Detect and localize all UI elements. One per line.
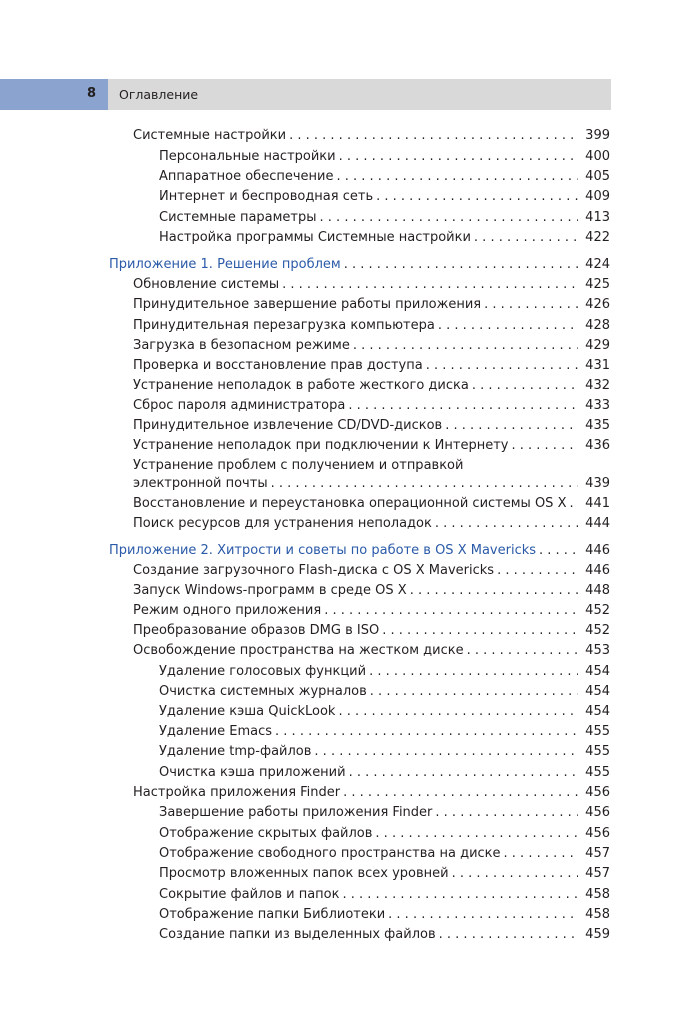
toc-entry-title: Устранение неполадок при подключении к Интернету [133, 438, 509, 453]
toc-entry-title: Настройка приложения Finder [133, 785, 341, 800]
toc-entry-title: Преобразование образов DMG в ISO [133, 623, 380, 638]
toc-entry-page: 454 [585, 704, 610, 719]
toc-entry-title: Принудительное завершение работы приложения [133, 297, 482, 312]
toc-entry-title: Системные настройки [133, 128, 287, 143]
toc-entry-title: Обновление системы [133, 277, 280, 292]
toc-entry-page: 456 [585, 785, 610, 800]
toc-entry-title: Создание загрузочного Flash-диска с OS X Mavericks [133, 563, 495, 578]
toc-entry-title: Отображение скрытых файлов [159, 826, 373, 841]
leader-dots [339, 149, 578, 165]
toc-entry[interactable] [133, 318, 610, 334]
toc-entry[interactable] [133, 563, 610, 579]
toc-entry-page: 425 [585, 277, 610, 292]
leader-dots [324, 603, 578, 619]
toc-entry[interactable] [159, 866, 610, 882]
toc-entry-page: 455 [585, 744, 610, 759]
toc-entry-page: 436 [585, 438, 610, 453]
toc-entry-title: электронной почты [133, 476, 268, 491]
toc-entry-title: Отображение папки Библиотеки [159, 907, 386, 922]
toc-entry-page: 448 [585, 583, 610, 598]
toc-entry-page: 446 [585, 563, 610, 578]
leader-dots [435, 516, 578, 532]
toc-entry-title: Сброс пароля администратора [133, 398, 346, 413]
toc-entry[interactable] [159, 664, 610, 680]
leader-dots [271, 476, 578, 492]
leader-dots [426, 358, 578, 374]
toc-entry[interactable] [159, 724, 610, 740]
leader-dots [472, 378, 578, 394]
leader-dots [376, 189, 578, 205]
leader-dots [336, 169, 578, 185]
toc-entry[interactable] [159, 765, 610, 781]
toc-entry[interactable] [159, 189, 610, 205]
toc-entry[interactable] [159, 704, 610, 720]
toc-entry[interactable] [133, 643, 610, 659]
toc-entry-page: 459 [585, 927, 610, 942]
leader-dots [474, 230, 578, 246]
toc-entry-title: Создание папки из выделенных файлов [159, 927, 436, 942]
toc-entry[interactable] [159, 169, 610, 185]
toc-entry-page: 458 [585, 907, 610, 922]
toc-entry-page: 454 [585, 684, 610, 699]
leader-dots [282, 277, 578, 293]
toc-entry-title: Аппаратное обеспечение [159, 169, 334, 184]
toc-entry-page: 456 [585, 805, 610, 820]
toc-entry-title: Освобождение пространства на жестком диске [133, 643, 464, 658]
leader-dots [539, 543, 578, 559]
leader-dots [370, 684, 578, 700]
toc-entry-page: 446 [585, 543, 610, 558]
toc-entry-page: 441 [585, 496, 610, 511]
toc-entry[interactable] [133, 583, 610, 599]
leader-dots [435, 805, 578, 821]
leader-dots [338, 704, 578, 720]
toc-entry-page: 452 [585, 623, 610, 638]
toc-entry-page: 413 [585, 210, 610, 225]
leader-dots [484, 297, 578, 313]
toc-entry[interactable] [133, 476, 610, 492]
leader-dots [289, 128, 578, 144]
toc-entry-title: Отображение свободного пространства на диске [159, 846, 501, 861]
toc-entry-page: 431 [585, 358, 610, 373]
page-number-box [0, 79, 108, 110]
toc-entry-title: Принудительное извлечение CD/DVD-дисков [133, 418, 443, 433]
toc-entry-page: 435 [585, 418, 610, 433]
toc-entry[interactable] [159, 927, 610, 943]
toc-entry-page: 399 [585, 128, 610, 143]
toc-entry[interactable] [159, 230, 610, 246]
toc-entry-page: 432 [585, 378, 610, 393]
toc-entry-title: Завершение работы приложения Finder [159, 805, 433, 820]
toc-entry-title: Поиск ресурсов для устранения неполадок [133, 516, 432, 531]
toc-entry[interactable] [133, 603, 610, 619]
toc-entry-page: 455 [585, 765, 610, 780]
toc-entry-title: Восстановление и переустановка операционной системы OS X [133, 496, 567, 511]
toc-entry[interactable] [159, 210, 610, 226]
toc-entry-page: 424 [585, 257, 610, 272]
leader-dots [348, 398, 578, 414]
toc-entry-title: Приложение 1. Решение проблем [109, 257, 341, 272]
toc-appendix-entry[interactable] [109, 257, 610, 273]
toc-entry-page: 409 [585, 189, 610, 204]
leader-dots [439, 927, 578, 943]
leader-dots [320, 210, 578, 226]
toc-entry-page: 405 [585, 169, 610, 184]
toc-entry[interactable] [159, 684, 610, 700]
toc-entry-page: 458 [585, 887, 610, 902]
toc-entry-title: Запуск Windows-программ в среде OS X [133, 583, 407, 598]
toc-entry-page: 455 [585, 724, 610, 739]
toc-entry[interactable] [133, 496, 610, 512]
toc-entry[interactable] [133, 378, 610, 394]
leader-dots [353, 338, 578, 354]
toc-entry-page: 429 [585, 338, 610, 353]
toc-entry-page: 444 [585, 516, 610, 531]
toc-entry-title: Очистка кэша приложений [159, 765, 346, 780]
leader-dots [511, 438, 578, 454]
toc-entry-title: Удаление кэша QuickLook [159, 704, 336, 719]
toc-entry[interactable] [133, 297, 610, 313]
toc-entry[interactable] [133, 516, 610, 532]
toc-entry-page: 456 [585, 826, 610, 841]
toc-entry[interactable] [159, 826, 610, 842]
toc-entry-title: Устранение неполадок в работе жесткого диска [133, 378, 469, 393]
leader-dots [445, 418, 578, 434]
toc-entry-page: 453 [585, 643, 610, 658]
toc-entry[interactable] [133, 358, 610, 374]
leader-dots [467, 643, 578, 659]
toc-entry-page: 428 [585, 318, 610, 333]
page-number: 8 [86, 86, 96, 101]
toc-entry-page: 457 [585, 846, 610, 861]
toc-entry[interactable] [133, 785, 610, 801]
toc-entry-title: Принудительная перезагрузка компьютера [133, 318, 435, 333]
toc-entry-title: Сокрытие файлов и папок [159, 887, 340, 902]
leader-dots [438, 318, 578, 334]
toc-entry-title: Удаление голосовых функций [159, 664, 367, 679]
toc-entry[interactable] [133, 277, 610, 293]
toc-entry[interactable] [159, 744, 610, 760]
toc-entry[interactable] [133, 398, 610, 414]
toc-entry[interactable] [133, 418, 610, 434]
leader-dots [452, 866, 578, 882]
leader-dots [349, 765, 578, 781]
toc-entry-title: Удаление tmp-файлов [159, 744, 312, 759]
toc-entry-page: 452 [585, 603, 610, 618]
toc-entry-title: Режим одного приложения [133, 603, 322, 618]
running-header-title: Оглавление [119, 87, 199, 102]
toc-entry-page: 400 [585, 149, 610, 164]
toc-entry[interactable] [159, 887, 610, 903]
toc-entry-page: 422 [585, 230, 610, 245]
toc-entry-title: Приложение 2. Хитрости и советы по работе в OS X Mavericks [109, 543, 537, 558]
toc-entry-title-line1[interactable]: Устранение проблем с получением и отправкой [133, 458, 464, 473]
toc-entry-title: Настройка программы Системные настройки [159, 230, 471, 245]
leader-dots [314, 744, 578, 760]
leader-dots [343, 785, 578, 801]
running-header [0, 79, 611, 110]
toc-entry-page: 426 [585, 297, 610, 312]
toc-entry[interactable] [133, 128, 610, 144]
toc-entry-page: 433 [585, 398, 610, 413]
toc-entry[interactable] [159, 805, 610, 821]
leader-dots [382, 623, 578, 639]
leader-dots [343, 887, 579, 903]
toc-entry-title: Просмотр вложенных папок всех уровней [159, 866, 449, 881]
toc-appendix-entry[interactable] [109, 543, 610, 559]
toc-entry[interactable] [159, 907, 610, 923]
toc-entry-page: 457 [585, 866, 610, 881]
toc-entry-page: 454 [585, 664, 610, 679]
toc-entry[interactable] [133, 623, 610, 639]
leader-dots [497, 563, 578, 579]
leader-dots [388, 907, 578, 923]
leader-dots [375, 826, 578, 842]
toc-entry-title: Персональные настройки [159, 149, 336, 164]
toc-entry[interactable] [133, 338, 610, 354]
leader-dots [569, 496, 578, 512]
leader-dots [369, 664, 578, 680]
toc-entry-title: Интернет и беспроводная сеть [159, 189, 374, 204]
leader-dots [344, 257, 578, 273]
toc-entry[interactable] [159, 149, 610, 165]
toc-entry-title: Удаление Emacs [159, 724, 273, 739]
toc-entry[interactable] [159, 846, 610, 862]
toc-entry-title: Очистка системных журналов [159, 684, 367, 699]
leader-dots [504, 846, 578, 862]
leader-dots [410, 583, 578, 599]
toc-entry-title: Проверка и восстановление прав доступа [133, 358, 423, 373]
toc-entry-title: Загрузка в безопасном режиме [133, 338, 350, 353]
toc-entry-title: Системные параметры [159, 210, 317, 225]
toc-entry[interactable] [133, 438, 610, 454]
leader-dots [275, 724, 578, 740]
toc-entry-page: 439 [585, 476, 610, 491]
